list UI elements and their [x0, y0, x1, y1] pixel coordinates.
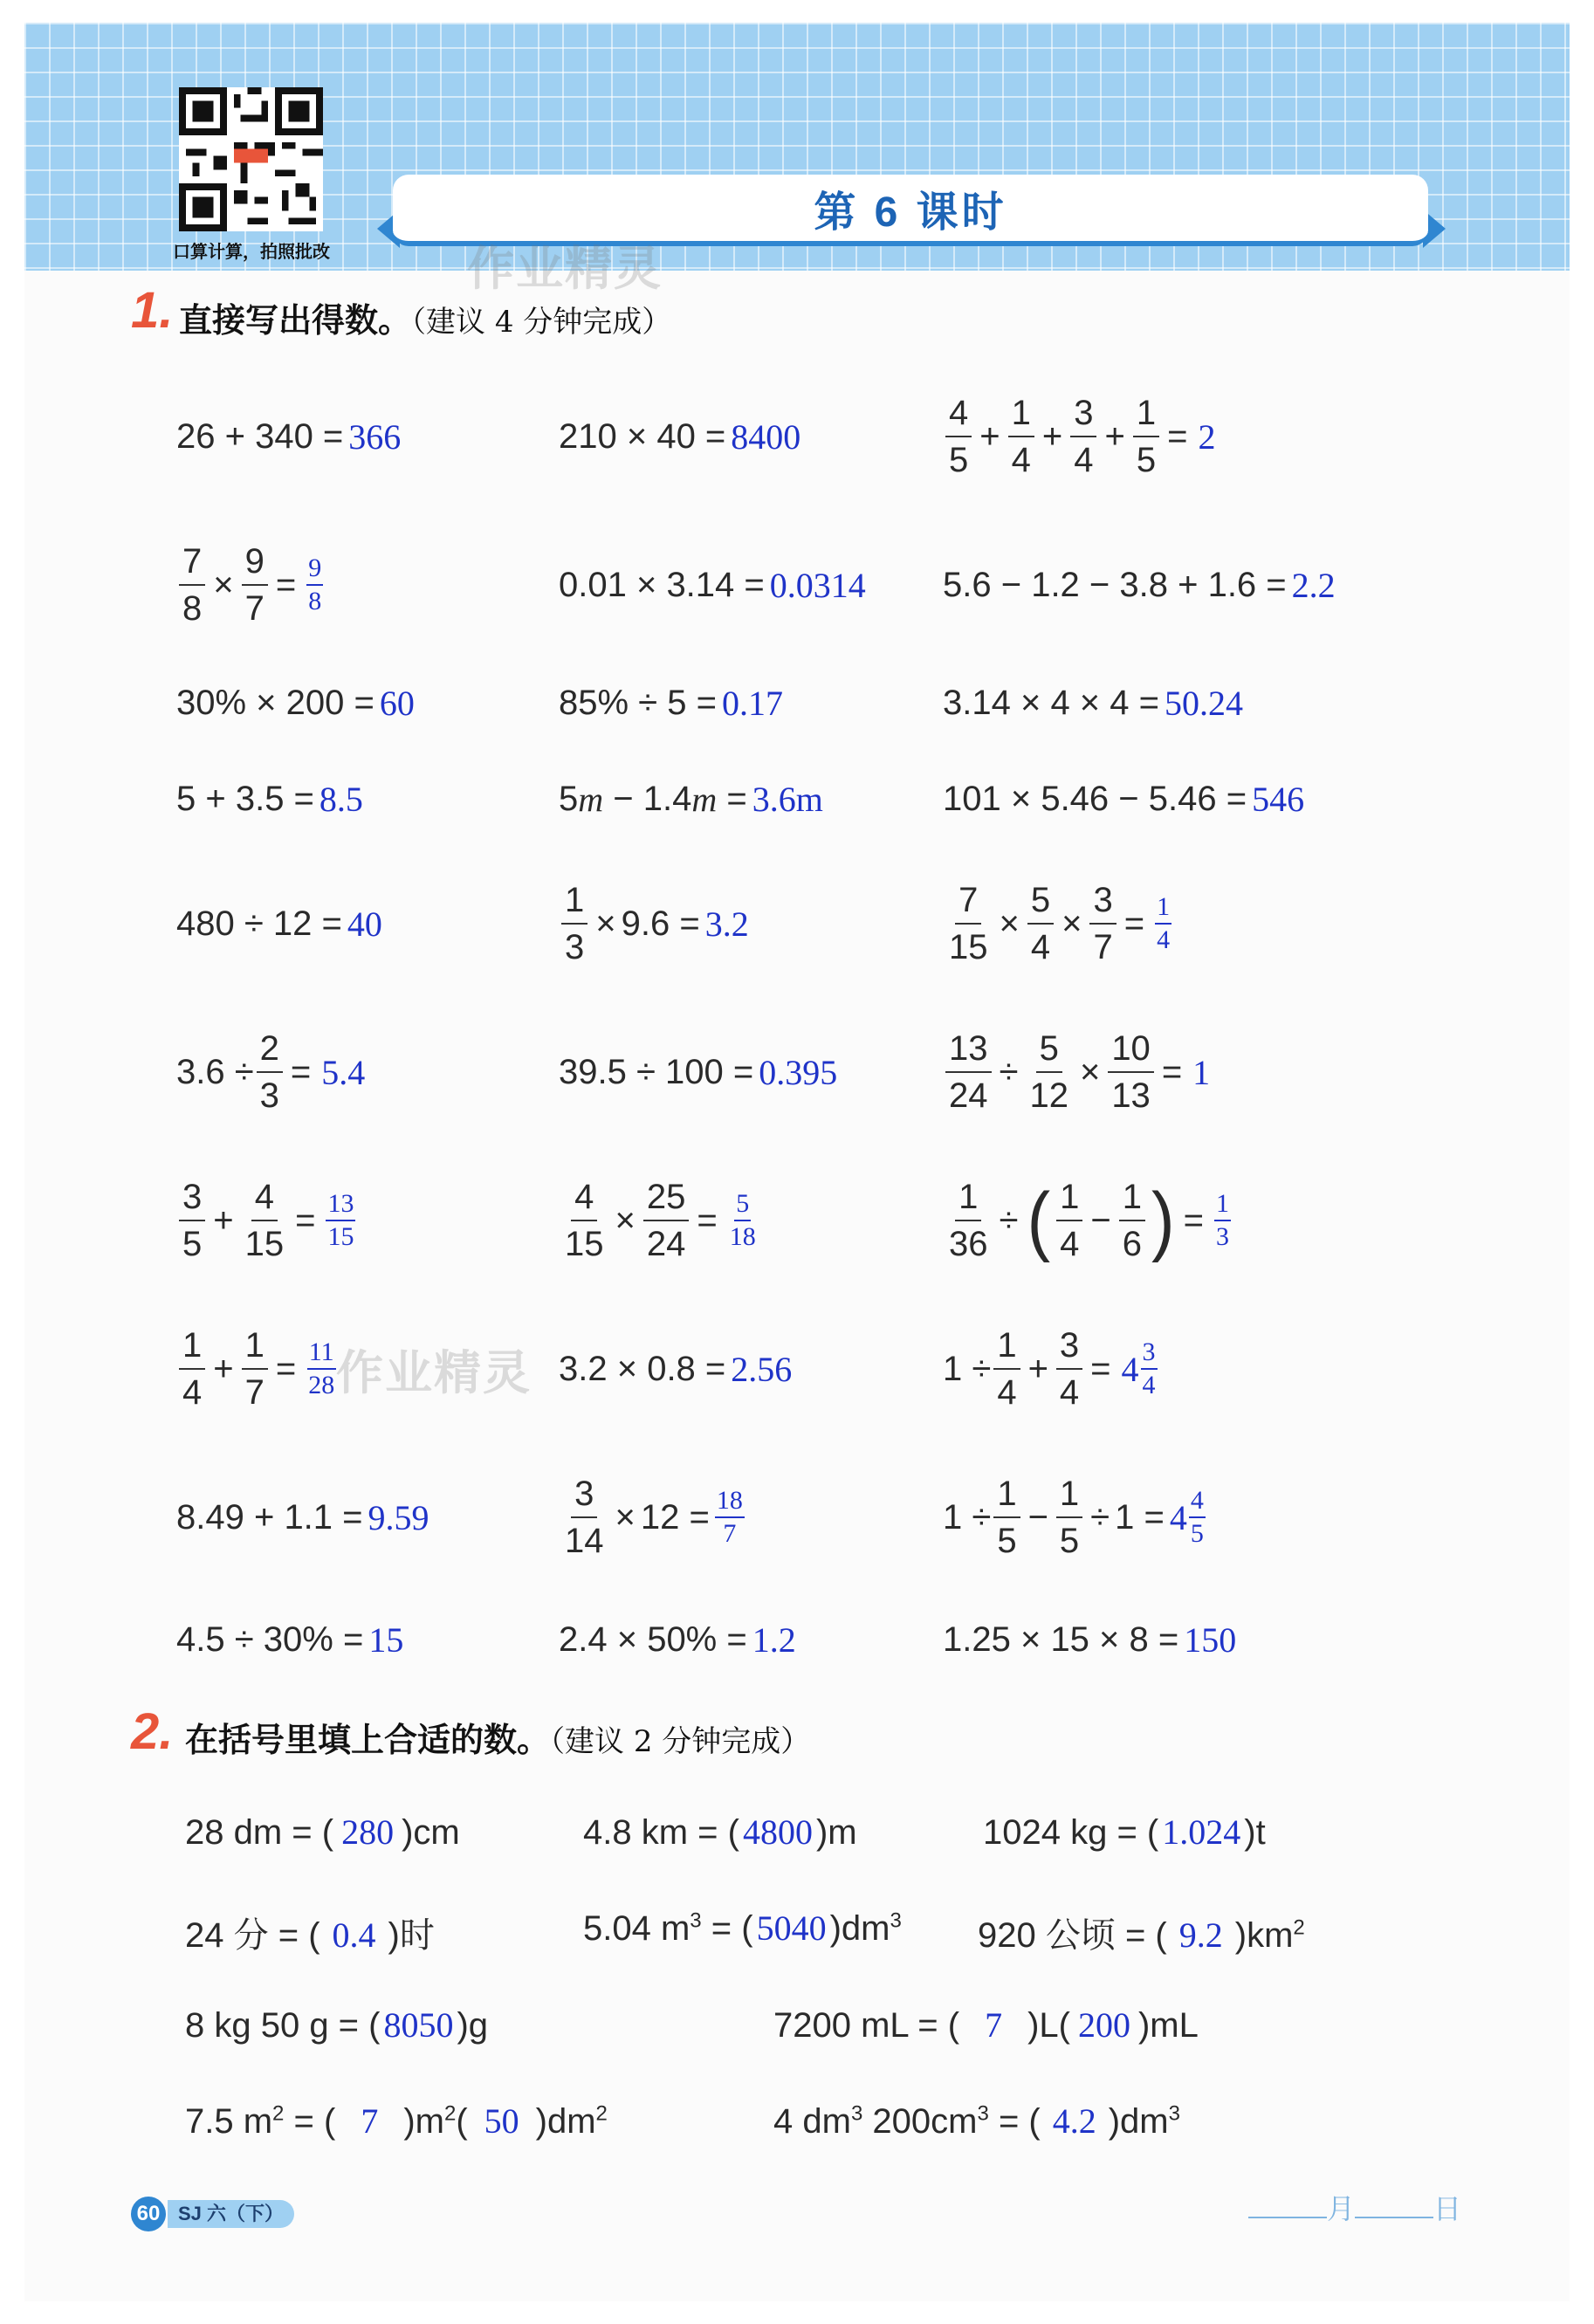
answer-fraction: $\frac{9}{8}$ [308, 553, 322, 615]
section2-number: 2. [131, 1703, 174, 1760]
answer-fraction: $\frac{11}{28}$ [308, 1337, 335, 1399]
answer-fraction: $\frac{1}{4}$ [1157, 892, 1171, 954]
conversion-2: 4.8 km = ( 4800 )m [583, 1812, 857, 1852]
day-label: 日 [1433, 2193, 1462, 2224]
section2-title: 在括号里填上合适的数。 [185, 1722, 551, 1759]
answer: 8.5 [319, 779, 363, 819]
watermark: 作业精灵 [467, 243, 663, 295]
conversion-7: 8 kg 50 g = ( 8050 )g [185, 2005, 489, 2045]
date-field[interactable] [1248, 2187, 1461, 2227]
answer-fraction: $\frac{18}{7}$ [716, 1486, 743, 1548]
conversion-4: 24 分 = ( 0.4 )时 [185, 1915, 435, 1955]
answer: 5040 [756, 1908, 827, 1948]
answer: 1 [1192, 1052, 1211, 1092]
equation-r10c3: 1.25 × 15 × 8 = 150 [943, 1619, 1237, 1660]
conversion-3: 1024 kg = ( 1.024 )t [983, 1812, 1266, 1852]
month-blank[interactable] [1248, 2217, 1327, 2218]
answer: 0.17 [721, 683, 783, 723]
day-blank[interactable] [1355, 2217, 1433, 2218]
equation-r3c1: 30% × 200 = 60 [176, 683, 415, 723]
answer: 7 [361, 2101, 379, 2141]
equation-r4c2: 5 m − 1.4 m = 3.6m [559, 779, 823, 819]
equation-r8c3: 1 ÷ $\frac{1}{4}$ + $\frac{3}{4}$ = 4 3 4 [943, 1326, 1156, 1412]
answer-fraction: $\frac{5}{18}$ [729, 1189, 756, 1251]
answer: 40 [347, 904, 382, 944]
equation-r5c1: 480 ÷ 12 = 40 [176, 904, 382, 944]
conversion-6: 920 公顷 = ( 9.2 )$km^2$ [978, 1915, 1305, 1955]
equation-r2c1: $\frac{7}{8}$ × $\frac{9}{7}$ = $\frac{9}{8}$ [176, 533, 323, 637]
answer: 4.2 [1052, 2101, 1096, 2141]
conversion-8: 7200 mL = ( 7 )L( 200 )mL [773, 2005, 1199, 2045]
lesson-title: 第 6 课时 [814, 189, 1007, 236]
answer: 8050 [383, 2005, 454, 2045]
answer-fraction: $\frac{1}{3}$ [1215, 1189, 1229, 1251]
page-number: 60 [131, 2197, 166, 2231]
equation-r2c2: 0.01 × 3.14 = 0.0314 [559, 565, 866, 605]
answer: 2 [1198, 416, 1216, 457]
answer: 9.59 [368, 1497, 429, 1537]
equation-r7c3: $\frac{1}{36}$ ÷ ( $\frac{1}{4}$ − $\frac{1}{6}$ ) = $\frac{1}{3}$ [949, 1177, 1229, 1263]
section2-hint: （建议 2 分钟完成） [550, 1724, 811, 1759]
answer: 0.395 [759, 1052, 838, 1092]
answer: 2.56 [731, 1349, 793, 1389]
answer: 0.0314 [769, 565, 866, 605]
section1-heading [179, 293, 671, 341]
equation-r10c1: 4.5 ÷ 30% = 15 [176, 1619, 404, 1660]
page [24, 23, 1570, 2301]
equation-r1c1: 26 + 340 = 366 [176, 416, 402, 457]
qr-code-icon[interactable] [179, 87, 323, 231]
answer: 280 [341, 1812, 395, 1852]
book-tag: SJ 六（下） [168, 2200, 294, 2228]
section2-heading [185, 1713, 810, 1761]
answer: 3.2 [704, 904, 749, 944]
equation-r5c2: $\frac{1}{3}$ × 9.6 = 3.2 [559, 871, 749, 976]
equation-r2c3: 5.6 − 1.2 − 3.8 + 1.6 = 2.2 [943, 565, 1336, 605]
answer-fraction: $\frac{13}{15}$ [327, 1189, 354, 1251]
equation-r7c1: $\frac{3}{5}$ + $\frac{4}{15}$ = $\frac{13}{15}$ [176, 1168, 355, 1273]
equation-r4c3: 101 × 5.46 − 5.46 = 546 [943, 779, 1305, 819]
answer: 4800 [742, 1812, 813, 1852]
answer: 1.024 [1162, 1812, 1241, 1852]
answer: 546 [1252, 779, 1305, 819]
equation-r9c3: 1 ÷ $\frac{1}{5}$ − $\frac{1}{5}$ ÷ 1 = 4 4 5 [943, 1475, 1204, 1560]
answer: 7 [985, 2005, 1003, 2045]
equation-r9c1: 8.49 + 1.1 = 9.59 [176, 1497, 429, 1537]
answer: 50.24 [1165, 683, 1243, 723]
answer: 50 [484, 2101, 519, 2141]
equation-r6c2: 39.5 ÷ 100 = 0.395 [559, 1052, 838, 1092]
equation-r5c3: $\frac{7}{15}$ × $\frac{5}{4}$ × $\frac{3}{7}$ = $\frac{1}{4}$ [949, 881, 1171, 966]
equation-r3c3: 3.14 × 4 × 4 = 50.24 [943, 683, 1243, 723]
answer: 5.4 [321, 1052, 366, 1092]
answer-mixed: 4 3 4 [1121, 1337, 1156, 1399]
equation-r6c3: $\frac{13}{24}$ ÷ $\frac{5}{12}$ × $\frac{10}{13}$ = 1 [943, 1020, 1210, 1124]
conversion-1: 28 dm = ( 280 )cm [185, 1812, 460, 1852]
equation-r6c1: 3.6 ÷ $\frac{2}{3}$ = 5.4 [176, 1029, 366, 1115]
equation-r7c2: $\frac{4}{15}$ × $\frac{25}{24}$ = $\frac{5}{18}$ [565, 1178, 756, 1263]
answer: 60 [379, 683, 415, 723]
answer-mixed: 4 4 5 [1169, 1486, 1204, 1548]
section1-hint: （建议 4 分钟完成） [411, 305, 672, 340]
watermark: 作业精灵 [336, 1347, 532, 1399]
conversion-9: 7.5 $m^2$ = ( 7 )$m^2$( 50 )$dm^2$ [185, 2101, 608, 2141]
equation-r1c3: $\frac{4}{5}$ + $\frac{1}{4}$ + $\frac{3}{4}$ + $\frac{1}{5}$ = 2 [943, 384, 1215, 489]
section1-title: 直接写出得数。 [179, 303, 412, 340]
equation-r1c2: 210 × 40 = 8400 [559, 416, 801, 457]
equation-r4c1: 5 + 3.5 = 8.5 [176, 779, 363, 819]
month-label: 月 [1327, 2193, 1356, 2224]
answer: 8400 [731, 416, 801, 457]
answer: 1.2 [752, 1619, 796, 1660]
conversion-5: 5.04 $m^3$ = ( 5040 )$dm^3$ [583, 1908, 902, 1948]
answer: 2.2 [1291, 565, 1336, 605]
answer: 15 [368, 1619, 404, 1660]
equation-r9c2: $\frac{3}{14}$ × 12 = $\frac{18}{7}$ [565, 1475, 743, 1560]
answer: 150 [1184, 1619, 1237, 1660]
equation-r10c2: 2.4 × 50% = 1.2 [559, 1619, 796, 1660]
conversion-10: 4 $dm^3$ $200cm^3$ = ( 4.2 )$dm^3$ [773, 2101, 1180, 2141]
equation-r8c1: $\frac{1}{4}$ + $\frac{1}{7}$ = $\frac{11}{28}$ [176, 1317, 336, 1421]
answer: 3.6m [752, 779, 823, 819]
answer: 0.4 [332, 1915, 376, 1955]
equation-r8c2: 3.2 × 0.8 = 2.56 [559, 1349, 793, 1389]
answer: 366 [348, 416, 402, 457]
section1-number: 1. [131, 282, 174, 339]
answer: 200 [1077, 2005, 1130, 2045]
equation-r3c2: 85% ÷ 5 = 0.17 [559, 683, 783, 723]
qr-caption: 口算计算，拍照批改 [173, 243, 330, 262]
answer: 9.2 [1178, 1915, 1223, 1955]
